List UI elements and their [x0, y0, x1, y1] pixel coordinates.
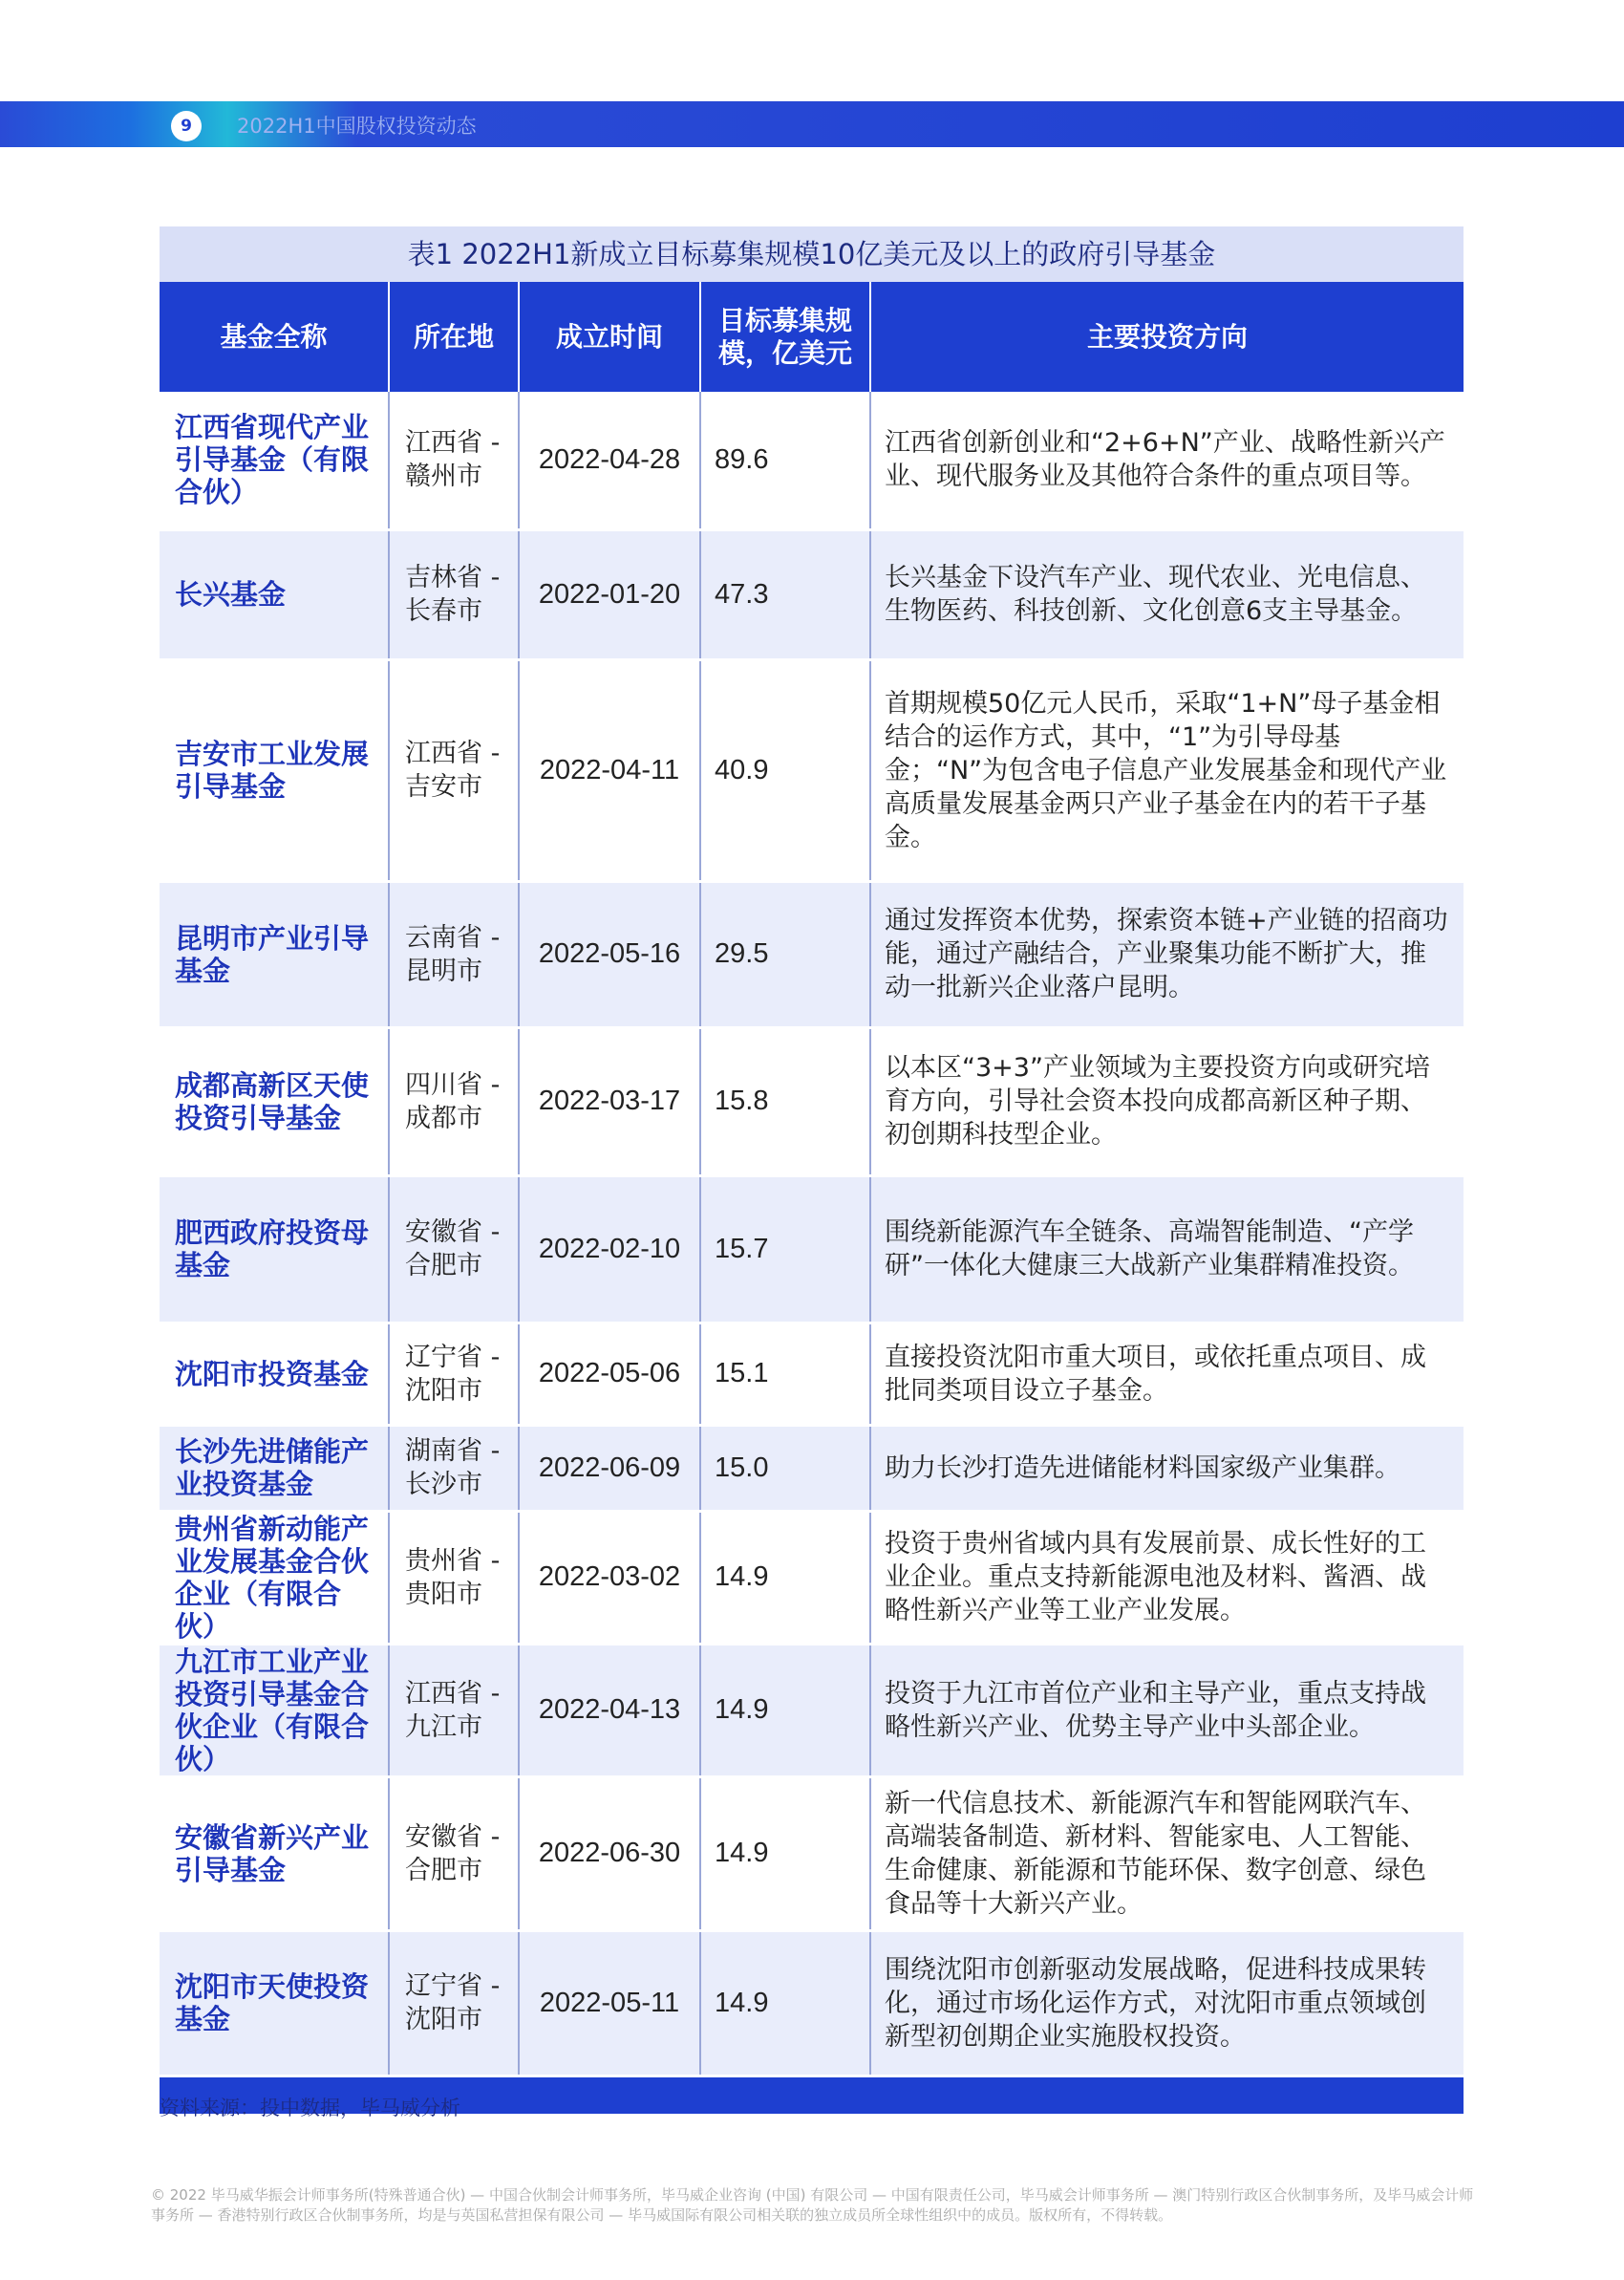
fund-name-cell: 沈阳市天使投资基金 — [160, 1930, 389, 2076]
fund-date-cell: 2022-02-10 — [519, 1175, 700, 1323]
fund-size-cell: 15.7 — [700, 1175, 870, 1323]
table-row — [160, 1175, 1464, 1323]
fund-size-cell: 14.9 — [700, 1511, 870, 1644]
table-header-row — [160, 282, 1464, 392]
fund-date-cell: 2022-05-16 — [519, 881, 700, 1027]
copyright-notice: © 2022 毕马威华振会计师事务所(特殊普通合伙) — 中国合伙制会计师事务所，毕马威企业咨询 (中国) 有限公司 — 中国有限责任公司，毕马威会计师事务所 — 澳门特别行政区合伙制事务所，及毕马威会计师事务所 — 香港特别行政区合伙制事务所，均是与英国私营担保有限公司 — 毕马威国际有限公司相关联的独立成员所全球性组织中的成员。版权所有，不得转载。 — [151, 2186, 1474, 2224]
table-row — [160, 881, 1464, 1027]
fund-location-cell: 江西省 - 赣州市 — [389, 392, 519, 529]
source-note: 资料来源：投中数据，毕马威分析 — [160, 2097, 460, 2119]
column-header-direction: 主要投资方向 — [870, 282, 1464, 392]
fund-direction-cell: 投资于贵州省域内具有发展前景、成长性好的工业企业。重点支持新能源电池及材料、酱酒、战略性新兴产业等工业产业发展。 — [870, 1511, 1464, 1644]
table-row — [160, 1425, 1464, 1511]
fund-date-cell: 2022-05-11 — [519, 1930, 700, 2076]
fund-direction-cell: 助力长沙打造先进储能材料国家级产业集群。 — [870, 1425, 1464, 1511]
fund-size-cell: 15.0 — [700, 1425, 870, 1511]
fund-size-cell: 89.6 — [700, 392, 870, 529]
table-row — [160, 1323, 1464, 1425]
fund-direction-cell: 通过发挥资本优势，探索资本链+产业链的招商功能，通过产融结合，产业聚集功能不断扩大，推动一批新兴企业落户昆明。 — [870, 881, 1464, 1027]
table-caption: 表1 2022H1新成立目标募集规模10亿美元及以上的政府引导基金 — [160, 226, 1464, 282]
table-row — [160, 1644, 1464, 1776]
table-row — [160, 1027, 1464, 1175]
fund-table — [160, 282, 1464, 2077]
fund-name-cell: 长兴基金 — [160, 529, 389, 659]
column-header-size: 目标募集规 模，亿美元 — [700, 282, 870, 392]
table-row — [160, 1511, 1464, 1644]
fund-direction-cell: 围绕新能源汽车全链条、高端智能制造、“产学研”一体化大健康三大战新产业集群精准投资。 — [870, 1175, 1464, 1323]
fund-direction-cell: 江西省创新创业和“2+6+N”产业、战略性新兴产业、现代服务业及其他符合条件的重点项目等。 — [870, 392, 1464, 529]
fund-date-cell: 2022-01-20 — [519, 529, 700, 659]
header-title: 2022H1中国股权投资动态 — [237, 115, 477, 138]
fund-location-cell: 四川省 - 成都市 — [389, 1027, 519, 1175]
fund-size-cell: 29.5 — [700, 881, 870, 1027]
fund-size-cell: 15.8 — [700, 1027, 870, 1175]
column-header-name: 基金全称 — [160, 282, 389, 392]
fund-date-cell: 2022-05-06 — [519, 1323, 700, 1425]
fund-direction-cell: 以本区“3+3”产业领域为主要投资方向或研究培育方向，引导社会资本投向成都高新区种子期、初创期科技型企业。 — [870, 1027, 1464, 1175]
fund-size-cell: 47.3 — [700, 529, 870, 659]
fund-direction-cell: 直接投资沈阳市重大项目，或依托重点项目、成批同类项目设立子基金。 — [870, 1323, 1464, 1425]
fund-direction-cell: 新一代信息技术、新能源汽车和智能网联汽车、高端装备制造、新材料、智能家电、人工智能、生命健康、新能源和节能环保、数字创意、绿色食品等十大新兴产业。 — [870, 1776, 1464, 1930]
fund-name-cell: 江西省现代产业引导基金（有限合伙） — [160, 392, 389, 529]
fund-direction-cell: 围绕沈阳市创新驱动发展战略，促进科技成果转化，通过市场化运作方式，对沈阳市重点领域创新型初创期企业实施股权投资。 — [870, 1930, 1464, 2076]
fund-location-cell: 安徽省 - 合肥市 — [389, 1175, 519, 1323]
fund-date-cell: 2022-04-13 — [519, 1644, 700, 1776]
fund-date-cell: 2022-06-09 — [519, 1425, 700, 1511]
fund-date-cell: 2022-04-11 — [519, 659, 700, 881]
column-header-location: 所在地 — [389, 282, 519, 392]
table-row — [160, 659, 1464, 881]
fund-direction-cell: 长兴基金下设汽车产业、现代农业、光电信息、生物医药、科技创新、文化创意6支主导基金。 — [870, 529, 1464, 659]
fund-name-cell: 昆明市产业引导基金 — [160, 881, 389, 1027]
fund-location-cell: 安徽省 - 合肥市 — [389, 1776, 519, 1930]
fund-location-cell: 江西省 - 九江市 — [389, 1644, 519, 1776]
page-number: 9 — [171, 111, 202, 141]
fund-location-cell: 江西省 - 吉安市 — [389, 659, 519, 881]
fund-location-cell: 贵州省 - 贵阳市 — [389, 1511, 519, 1644]
fund-direction-cell: 投资于九江市首位产业和主导产业，重点支持战略性新兴产业、优势主导产业中头部企业。 — [870, 1644, 1464, 1776]
fund-date-cell: 2022-04-28 — [519, 392, 700, 529]
fund-size-cell: 14.9 — [700, 1776, 870, 1930]
fund-location-cell: 辽宁省 - 沈阳市 — [389, 1930, 519, 2076]
fund-size-cell: 14.9 — [700, 1644, 870, 1776]
column-header-date: 成立时间 — [519, 282, 700, 392]
fund-name-cell: 长沙先进储能产业投资基金 — [160, 1425, 389, 1511]
fund-name-cell: 贵州省新动能产业发展基金合伙企业（有限合伙） — [160, 1511, 389, 1644]
fund-size-cell: 14.9 — [700, 1930, 870, 2076]
fund-date-cell: 2022-06-30 — [519, 1776, 700, 1930]
fund-name-cell: 成都高新区天使投资引导基金 — [160, 1027, 389, 1175]
table-body — [160, 392, 1464, 2076]
fund-name-cell: 九江市工业产业投资引导基金合伙企业（有限合伙） — [160, 1644, 389, 1776]
fund-location-cell: 湖南省 - 长沙市 — [389, 1425, 519, 1511]
fund-location-cell: 吉林省 - 长春市 — [389, 529, 519, 659]
table-row — [160, 392, 1464, 529]
fund-name-cell: 吉安市工业发展引导基金 — [160, 659, 389, 881]
table-row — [160, 529, 1464, 659]
fund-size-cell: 15.1 — [700, 1323, 870, 1425]
fund-name-cell: 安徽省新兴产业引导基金 — [160, 1776, 389, 1930]
table-row — [160, 1930, 1464, 2076]
table-row — [160, 1776, 1464, 1930]
fund-name-cell: 肥西政府投资母基金 — [160, 1175, 389, 1323]
fund-direction-cell: 首期规模50亿元人民币，采取“1+N”母子基金相结合的运作方式，其中，“1”为引导母基金；“N”为包含电子信息产业发展基金和现代产业高质量发展基金两只产业子基金在内的若干子基金。 — [870, 659, 1464, 881]
fund-location-cell: 辽宁省 - 沈阳市 — [389, 1323, 519, 1425]
fund-date-cell: 2022-03-17 — [519, 1027, 700, 1175]
fund-size-cell: 40.9 — [700, 659, 870, 881]
fund-date-cell: 2022-03-02 — [519, 1511, 700, 1644]
fund-location-cell: 云南省 - 昆明市 — [389, 881, 519, 1027]
fund-table-container — [160, 226, 1464, 2114]
fund-name-cell: 沈阳市投资基金 — [160, 1323, 389, 1425]
